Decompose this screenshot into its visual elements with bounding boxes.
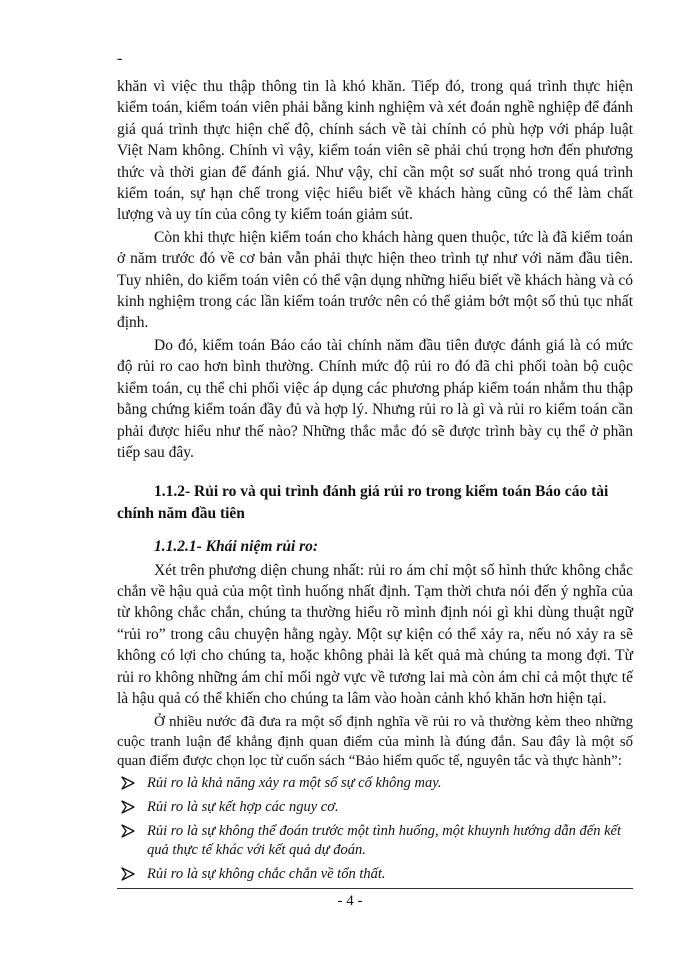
paragraph-intro-3: Do đó, kiểm toán Báo cáo tài chính năm đầu tiên được đánh giá là có mức độ rủi ro cao hơn bình thường. Chính mức độ rủi ro đó đã chi phối toàn bộ cuộc kiểm toán, cụ thể chi phối việc áp dụng các phương pháp kiểm toán nhằm thu thập bằng chứng kiểm toán đầy đủ và hợp lý. Nhưng rủi ro là gì và rủi ro kiểm toán cần phải được hiểu như thế nào? Những thắc mắc đó sẽ được trình bày cụ thể ở phần tiếp sau đây. — [117, 336, 633, 461]
list-item — [117, 774, 633, 793]
arrow-bullet-icon — [121, 824, 135, 838]
list-item — [117, 865, 633, 884]
definition-text: Rủi ro là sự kết hợp các nguy cơ. — [147, 798, 339, 815]
definition-text: Rủi ro là sự không thể đoán trước một tình huống, một khuynh hướng dẫn đến kết quả thực tế khác với kết quả dự đoán. — [147, 822, 622, 858]
page-content — [117, 76, 633, 889]
paragraph-concept-1: Xét trên phương diện chung nhất: rủi ro ám chỉ một số hình thức không chắc chắn về hậu quả của một tình huống nhất định. Tạm thời chưa nói đến ý nghĩa của từ không chắc chắn, chúng ta thường hiểu rõ mình định nói gì khi dùng thuật ngữ “rủi ro” trong câu chuyện hằng ngày. Một sự kiện có thể xảy ra, nếu nó xảy ra sẽ không có lợi cho chúng ta, hoặc không phải là kết quả mà chúng ta mong đợi. Từ rủi ro không những ám chỉ mối ngờ vực về tương lai mà còn ám chỉ cả một thực tế là hậu quả có thể khiến cho chúng ta lâm vào hoàn cảnh khó khăn hơn hiện tại. — [117, 561, 633, 707]
paragraph-intro-1: khăn vì việc thu thập thông tin là khó khăn. Tiếp đó, trong quá trình thực hiện kiểm toán, kiểm toán viên phải bằng kinh nghiệm và xét đoán nghề nghiệp để đánh giá quá trình thực hiện chế độ, chính sách về tài chính có phù hợp với pháp luật Việt Nam không. Chính vì vậy, kiểm toán viên sẽ phải chú trọng hơn đến phương thức và thời gian để đánh giá. Như vậy, chỉ cần một sơ suất nhỏ trong quá trình kiểm toán, sự hạn chế trong việc hiểu biết về khách hàng cũng có thể làm chất lượng và uy tín của công ty kiểm toán giảm sút. — [117, 78, 633, 224]
paragraph-concept-2: Ở nhiều nước đã đưa ra một số định nghĩa về rủi ro và thường kèm theo những cuộc tranh luận để khẳng định quan điểm của mình là đúng đắn. Sau đây là một số quan điểm được chọn lọc từ cuốn sách “Bảo hiểm quốc tế, nguyên tắc và thực hành”: — [117, 714, 633, 770]
arrow-bullet-icon — [121, 776, 135, 790]
definition-list — [117, 774, 633, 884]
definition-text: Rủi ro là khả năng xảy ra một số sự cố không may. — [147, 774, 442, 791]
arrow-bullet-icon — [121, 800, 135, 814]
top-mark: - — [117, 50, 123, 67]
footer-divider — [117, 888, 633, 889]
list-item — [117, 822, 633, 860]
list-item — [117, 798, 633, 817]
definition-text: Rủi ro là sự không chắc chắn về tổn thất. — [147, 865, 386, 882]
paragraph-intro-2: Còn khi thực hiện kiểm toán cho khách hàng quen thuộc, tức là đã kiểm toán ở năm trước đó về cơ bản vẫn phải thực hiện theo trình tự như với năm đầu tiên. Tuy nhiên, do kiểm toán viên có thể vận dụng những hiểu biết về khách hàng và có kinh nghiệm trong các lần kiểm toán trước nên có thể giảm bớt một số thủ tục nhất định. — [117, 228, 633, 332]
section-heading: 1.1.2- Rủi ro và qui trình đánh giá rủi ro trong kiểm toán Báo cáo tài chính năm đầu tiên — [117, 483, 609, 522]
arrow-bullet-icon — [121, 867, 135, 881]
subsection-heading: 1.1.2.1- Khái niệm rủi ro: — [154, 538, 319, 556]
page-number: - 4 - — [337, 893, 363, 909]
